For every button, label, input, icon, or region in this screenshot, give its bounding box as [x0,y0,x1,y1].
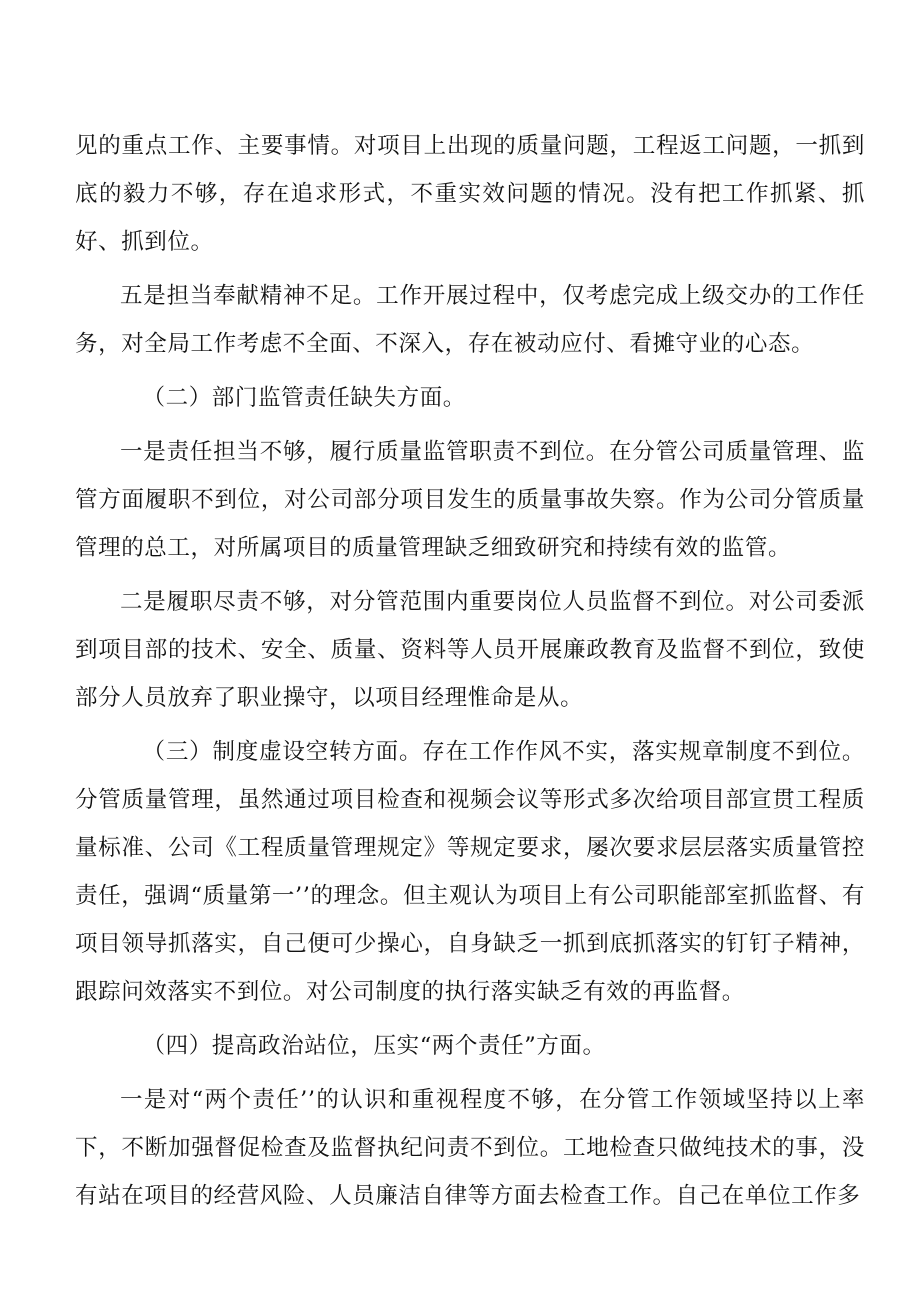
section-heading-2: （二）部门监管责任缺失方面。 [142,385,466,411]
section-heading-3: （三）制度虚设空转方面。存在工作作风不实，落实规章制度不到位。分管质量管理，虽然通过项目检查和视频会议等形式多次给项目部宣贯工程质量标准、公司《工程质量管理规定》等规定要求，屡次要求层层落实质量管控责任，强调“质量第一’’的理念。但主观认为项目上有公司职能部室抓监督、有项目领导抓落实，自己便可少操心，自身缺乏一抓到底抓落实的钉钉子精神，跟踪问效落实不到位。对公司制度的执行落实缺乏有效的再监督。 [75,739,865,1005]
paragraph-section-4-point-one: 一是对“两个责任’’的认识和重视程度不够，在分管工作领域坚持以上率下，不断加强督促检查及监督执纪问责不到位。工地检查只做纯技术的事，没有站在项目的经营风险、人员廉洁自律等方面去检查工作。自己在单位工作多 [75,1087,865,1209]
paragraph-point-five: 五是担当奉献精神不足。工作开展过程中，仅考虑完成上级交办的工作任务，对全局工作考虑不全面、不深入，存在被动应付、看摊守业的心态。 [75,283,865,357]
paragraph-continuation: 见的重点工作、主要事情。对项目上出现的质量问题，工程返工问题，一抓到底的毅力不够，存在追求形式，不重实效问题的情况。没有把工作抓紧、抓好、抓到位。 [75,133,865,255]
document-body [75,122,865,1220]
paragraph-point-two: 二是履职尽责不够，对分管范围内重要岗位人员监督不到位。对公司委派到项目部的技术、安全、质量、资料等人员开展廉政教育及监督不到位，致使部分人员放弃了职业操守，以项目经理惟命是从。 [75,589,865,711]
paragraph-point-one: 一是责任担当不够，履行质量监管职责不到位。在分管公司质量管理、监管方面履职不到位，对公司部分项目发生的质量事故失察。作为公司分管质量管理的总工，对所属项目的质量管理缺乏细致研究和持续有效的监管。 [75,439,865,561]
section-heading-4: （四）提高政治站位，压实“两个责任”方面。 [142,1033,606,1059]
